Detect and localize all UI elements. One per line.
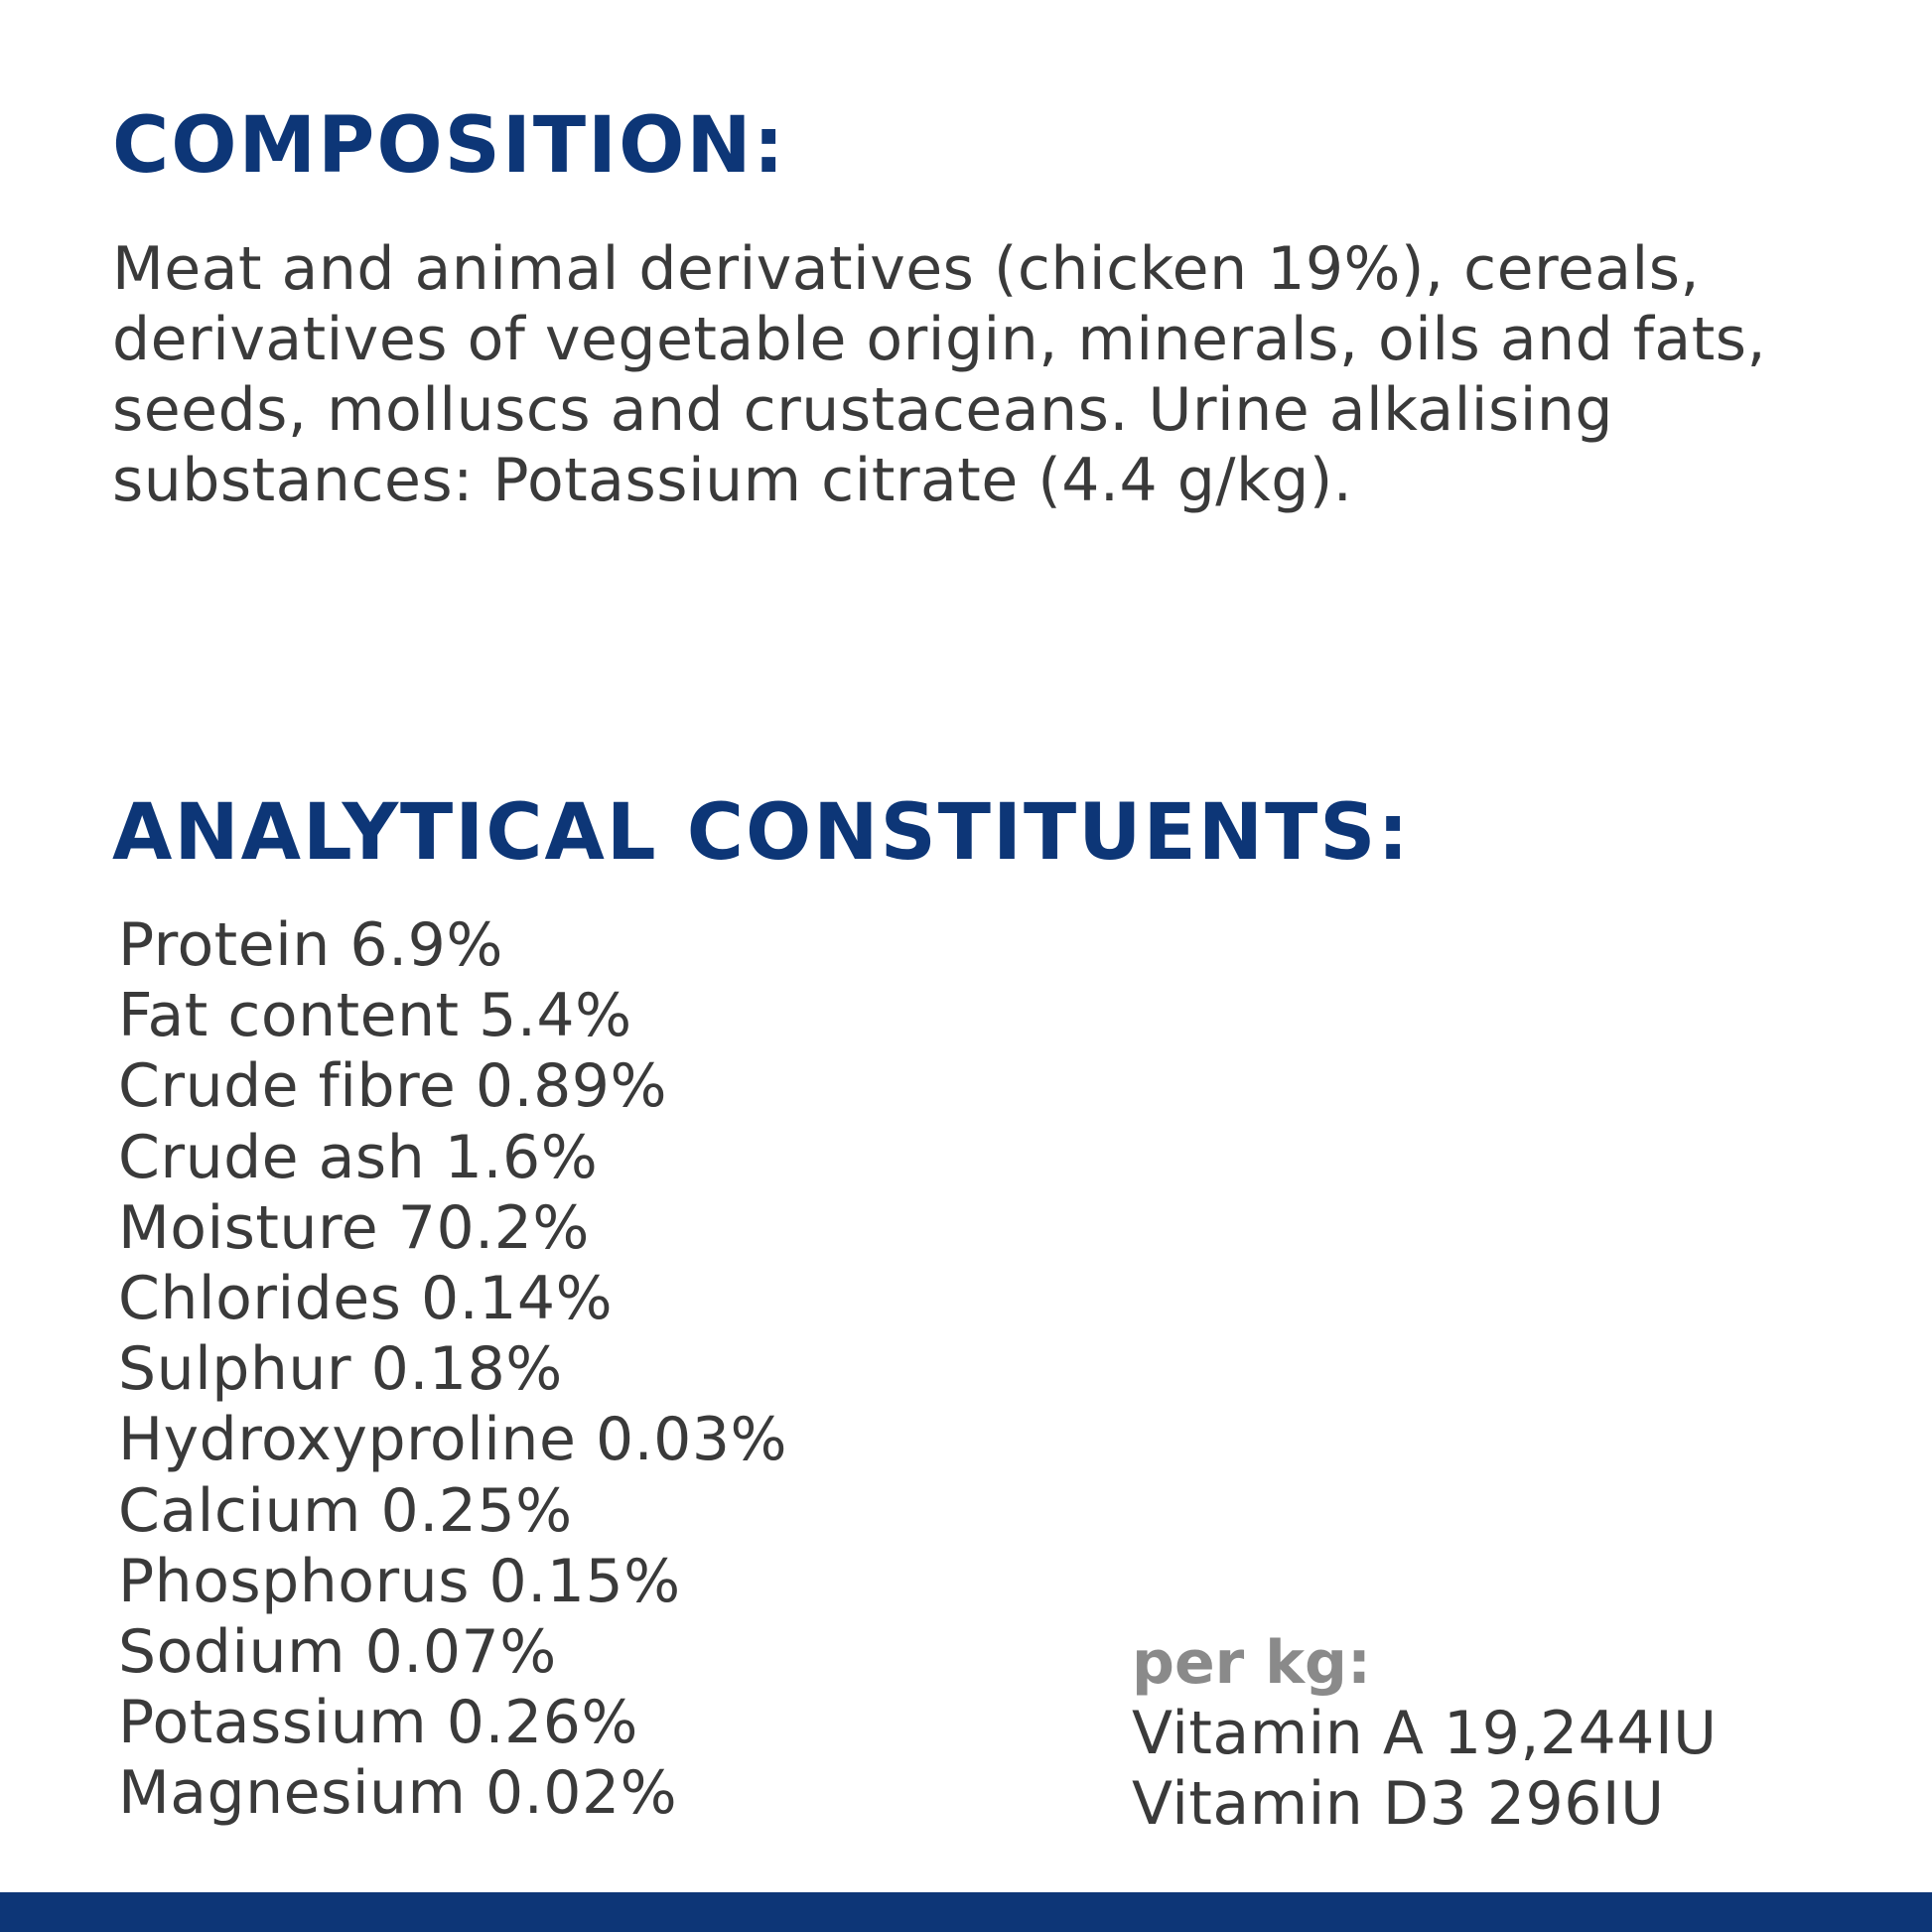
constituent-sodium: Sodium 0.07%	[118, 1616, 557, 1687]
per-kg-section	[1132, 1628, 1718, 1840]
bottom-bar	[0, 1892, 1932, 1932]
per-kg-label: per kg:	[1132, 1628, 1371, 1698]
composition-text: Meat and animal derivatives (chicken 19%), cereals, derivatives of vegetable origin, minerals, oils and fats, seeds, molluscs and crustaceans. Urine alkalising substances: Potassium citrate (4.4 g/kg).	[112, 234, 1767, 515]
analytical-constituents-heading: ANALYTICAL CONSTITUENTS:	[112, 788, 1411, 878]
constituent-crude-ash: Crude ash 1.6%	[118, 1122, 599, 1192]
per-kg-list	[1132, 1699, 1718, 1840]
constituent-magnesium: Magnesium 0.02%	[118, 1758, 678, 1829]
vitamin-d3: Vitamin D3 296IU	[1132, 1769, 1665, 1839]
constituent-calcium: Calcium 0.25%	[118, 1475, 573, 1546]
constituent-potassium: Potassium 0.26%	[118, 1688, 638, 1758]
constituent-chlorides: Chlorides 0.14%	[118, 1263, 614, 1333]
constituent-phosphorus: Phosphorus 0.15%	[118, 1546, 681, 1616]
constituent-crude-fibre: Crude fibre 0.89%	[118, 1051, 667, 1122]
composition-heading: COMPOSITION:	[112, 101, 786, 191]
constituent-sulphur: Sulphur 0.18%	[118, 1334, 563, 1405]
constituent-hydroxyproline: Hydroxyproline 0.03%	[118, 1405, 788, 1475]
constituent-protein: Protein 6.9%	[118, 910, 503, 980]
constituent-fat-content: Fat content 5.4%	[118, 981, 632, 1051]
analytical-constituents-list	[118, 910, 787, 1829]
constituent-moisture: Moisture 70.2%	[118, 1192, 590, 1263]
vitamin-a: Vitamin A 19,244IU	[1132, 1699, 1718, 1768]
